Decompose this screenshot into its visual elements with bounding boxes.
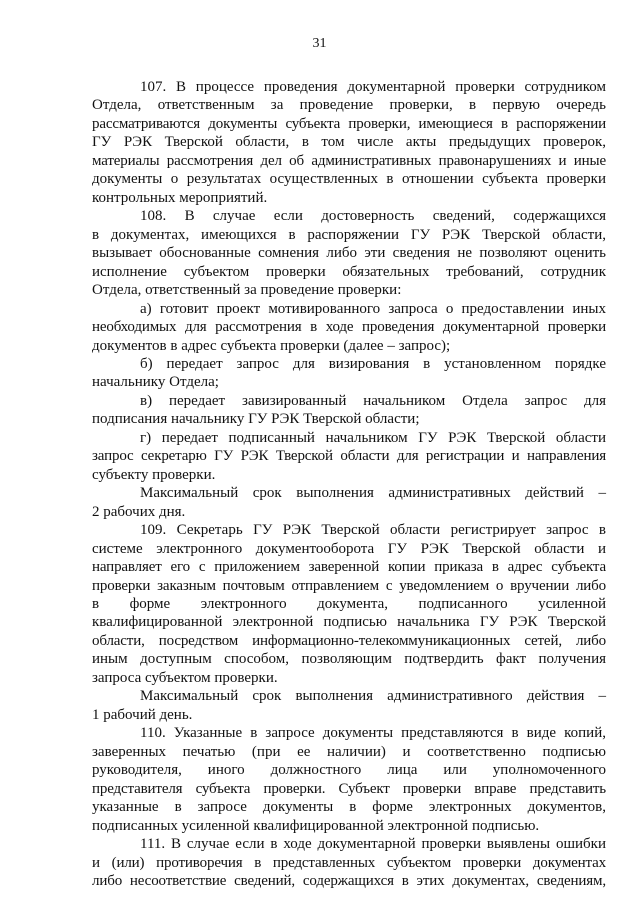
text-line: направляет его с приложением заверенной копии приказа в адрес субъекта <box>92 559 606 576</box>
text-line: в форме электронного документа, подписанного усиленной <box>92 596 606 613</box>
text-line-p111: 111. В случае если в ходе документарной проверки выявлены ошибки <box>140 836 606 853</box>
text-line: либо несоответствие сведений, содержащихся в этих документах, сведениям, <box>92 873 606 889</box>
text-line: начальнику Отдела; <box>92 374 219 391</box>
text-line: подписанных усиленной квалифицированной электронной подписью. <box>92 817 540 834</box>
text-line: исполнение субъектом проверки обязательных требований, сотрудник <box>92 263 606 280</box>
text-line: иным доступным способом, позволяющим подтвердить факт получения <box>92 651 606 668</box>
text-line: контрольных мероприятий. <box>92 189 268 206</box>
text-line: субъекту проверки. <box>92 466 216 483</box>
text-line: материалы рассмотрения дел об административных правонарушениях и иные <box>92 152 606 169</box>
text-line: системе электронного документооборота ГУ РЭК Тверской области и <box>92 540 606 557</box>
list-item-b: б) передает запрос для визирования в установленном порядке <box>140 355 606 372</box>
text-line-p108: 108. В случае если достоверность сведений, содержащихся <box>140 208 606 225</box>
text-line: ГУ РЭК Тверской области, в том числе акты предыдущих проверок, <box>92 134 606 151</box>
text-line: проверки заказным почтовым отправлением с уведомлением о вручении либо <box>92 577 606 594</box>
text-line: и (или) противоречия в представленных субъектом проверки документах <box>92 854 606 871</box>
text-line: запроса субъектом проверки. <box>92 669 278 686</box>
text-line: руководителя, иного должностного лица или уполномоченного <box>92 762 606 779</box>
text-line: документы о результатах осуществленных в отношении субъекта проверки <box>92 171 606 188</box>
list-item-v: в) передает завизированный начальником Отдела запрос для <box>140 392 606 409</box>
text-line-p109: 109. Секретарь ГУ РЭК Тверской области регистрирует запрос в <box>140 522 606 539</box>
list-item-g: г) передает подписанный начальником ГУ РЭК Тверской области <box>140 429 606 446</box>
text-line: заверенных печатью (при ее наличии) и соответственно подписью <box>92 743 606 760</box>
deadline-line: Максимальный срок выполнения административного действия – <box>140 688 606 705</box>
text-line: 2 рабочих дня. <box>92 503 186 520</box>
text-line: рассматриваются документы субъекта проверки, имеющиеся в распоряжении <box>92 115 606 132</box>
text-line: указанные в запросе документы в форме электронных документов, <box>92 799 606 816</box>
text-line: Отдела, ответственным за проведение проверки, в первую очередь <box>92 97 606 114</box>
text-line: запрос секретарю ГУ РЭК Тверской области для регистрации и направления <box>92 448 606 465</box>
text-line: вызывает обоснованные сомнения либо эти сведения не позволяют оценить <box>92 245 606 262</box>
text-line: в документах, имеющихся в распоряжении ГУ РЭК Тверской области, <box>92 226 606 243</box>
text-line: подписания начальнику ГУ РЭК Тверской области; <box>92 411 420 428</box>
list-item-a: а) готовит проект мотивированного запроса о предоставлении иных <box>140 300 606 317</box>
text-line: представителя субъекта проверки. Субъект проверки вправе представить <box>92 780 606 797</box>
page-number: 31 <box>312 36 327 51</box>
text-line: документов в адрес субъекта проверки (далее – запрос); <box>92 337 451 354</box>
text-line: Отдела, ответственный за проведение проверки: <box>92 282 402 299</box>
text-line-p107: 107. В процессе проведения документарной проверки сотрудником <box>140 79 606 95</box>
text-line: необходимых для рассмотрения в ходе проведения документарной проверки <box>92 319 606 336</box>
text-line: квалифицированной электронной подписью начальника ГУ РЭК Тверской <box>92 614 606 631</box>
text-line-p110: 110. Указанные в запросе документы представляются в виде копий, <box>140 725 606 742</box>
deadline-line: Максимальный срок выполнения административных действий – <box>140 485 606 502</box>
text-line: 1 рабочий день. <box>92 706 193 723</box>
text-line: области, посредством информационно-телекоммуникационных сетей, либо <box>92 632 606 649</box>
